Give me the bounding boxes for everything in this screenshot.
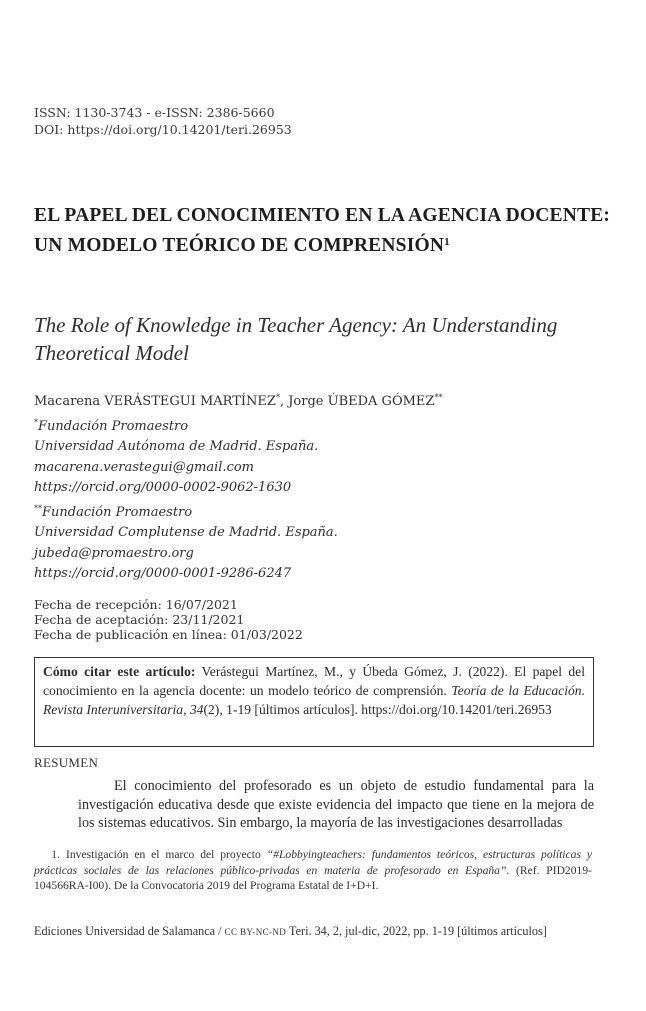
author-1-name: Macarena VERÁSTEGUI MARTÍNEZ	[34, 394, 276, 409]
footnote	[34, 847, 592, 894]
citation-box	[34, 657, 594, 747]
authors-block	[34, 388, 614, 585]
affiliation-2-mark: **	[34, 503, 42, 513]
footer-license: CC BY-NC-ND	[224, 927, 287, 937]
title-footnote-mark[interactable]: 1	[444, 236, 450, 248]
affiliation-1-org	[34, 413, 614, 438]
footnote-number: 1.	[51, 848, 60, 861]
citation-text-1: Verástegui Martínez, M., y Úbeda Gómez, J. (2022). El papel del conocimiento en la agencia docente: un modelo teórico de comprensión.	[43, 664, 585, 698]
date-received: Fecha de recepción: 16/07/2021	[34, 597, 238, 612]
affiliation-2-university: Universidad Complutense de Madrid. España.	[34, 525, 338, 540]
article-title-text: EL PAPEL DEL CONOCIMIENTO EN LA AGENCIA DOCENTE: UN MODELO TEÓRICO DE COMPRENSIÓN	[34, 205, 611, 256]
footer-reference: Teri. 34, 2, jul-dic, 2022, pp. 1-19 [últimos artículos]	[286, 924, 547, 938]
author-1-mark: *	[275, 393, 280, 402]
page-footer	[34, 924, 614, 939]
abstract-heading: RESUMEN	[34, 755, 99, 770]
affiliation-2-org	[34, 499, 614, 524]
article-title	[34, 202, 614, 259]
footnote-suffix: . (Ref. PID2019-104566RA-I00). De la Convocatoria 2019 del Programa Estatal de I+D+I.	[34, 863, 592, 892]
footnote-prefix: Investigación en el marco del proyecto	[66, 848, 267, 861]
author-2-name: , Jorge ÚBEDA GÓMEZ	[279, 394, 435, 409]
affiliation-1-mark: *	[34, 417, 38, 427]
author-1-orcid[interactable]: https://orcid.org/0000-0002-9062-1630	[34, 480, 292, 495]
dates-block	[34, 597, 303, 642]
author-names	[34, 388, 614, 413]
author-2-email[interactable]: jubeda@promaestro.org	[34, 545, 194, 561]
abstract-body	[78, 777, 594, 833]
footer-publisher: Ediciones Universidad de Salamanca /	[34, 924, 225, 938]
author-2-orcid[interactable]: https://orcid.org/0000-0001-9286-6247	[34, 566, 292, 581]
article-subtitle: The Role of Knowledge in Teacher Agency: An Understanding Theoretical Model	[34, 313, 558, 365]
footnote-project: “#Lobbyingteachers: fundamentos teóricos, estructuras políticas y prácticas sociales de las relaciones público-privadas en materia de profesorado en España”	[34, 848, 592, 877]
author-1-email[interactable]: macarena.verastegui@gmail.com	[34, 459, 254, 475]
date-accepted: Fecha de aceptación: 23/11/2021	[34, 612, 245, 627]
citation-label: Cómo citar este artículo:	[43, 664, 196, 679]
citation-journal: Teoría de la Educación. Revista Interuniversitaria, 34	[43, 683, 585, 717]
doi-line[interactable]: DOI: https://doi.org/10.14201/teri.26953	[34, 122, 292, 137]
affiliation-1-org-text: Fundación Promaestro	[38, 418, 189, 434]
affiliation-2-org-text: Fundación Promaestro	[42, 504, 193, 520]
citation-text-2: (2), 1-19 [últimos artículos]. https://doi.org/10.14201/teri.26953	[203, 702, 552, 717]
date-published: Fecha de publicación en línea: 01/03/2022	[34, 627, 303, 642]
affiliation-1-university: Universidad Autónoma de Madrid. España.	[34, 439, 319, 454]
issn-line: ISSN: 1130-3743 - e-ISSN: 2386-5660	[34, 105, 275, 120]
abstract-text: El conocimiento del profesorado es un objeto de estudio fundamental para la investigación educativa desde que existe evidencia del impacto que tiene en la mejora de los sistemas educativos. Sin embargo, la mayoría de las investigaciones desarrolladas	[78, 778, 594, 831]
author-2-mark: **	[434, 393, 443, 402]
